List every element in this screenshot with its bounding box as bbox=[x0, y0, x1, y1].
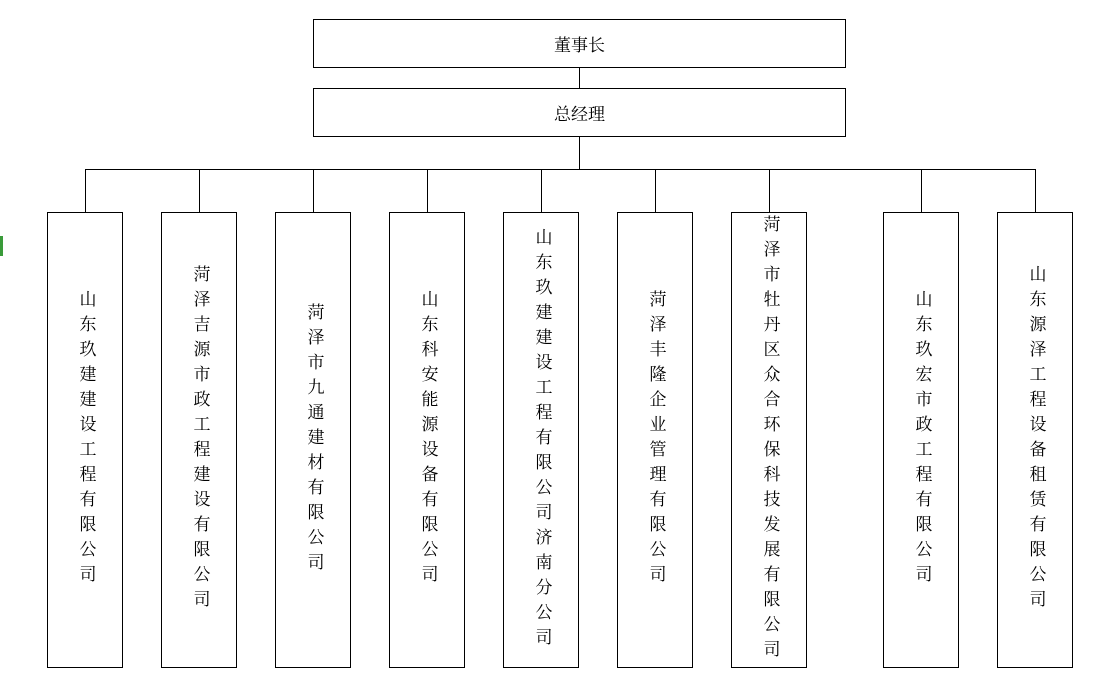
chairman-box bbox=[313, 19, 846, 68]
horizontal-bus-line bbox=[85, 169, 1036, 170]
subsidiary-box bbox=[883, 212, 959, 668]
subsidiary-label: 山东玖建建设工程有限公司 bbox=[75, 290, 96, 590]
subsidiary-connector bbox=[655, 169, 656, 212]
subsidiary-label: 山东玖宏市政工程有限公司 bbox=[911, 290, 932, 590]
general-manager-box bbox=[313, 88, 846, 137]
subsidiary-label: 菏泽市牡丹区众合环保科技发展有限公司 bbox=[759, 215, 780, 665]
connector-chairman-gm bbox=[579, 68, 580, 88]
subsidiary-connector bbox=[541, 169, 542, 212]
subsidiary-connector bbox=[313, 169, 314, 212]
connector-gm-bus bbox=[579, 137, 580, 170]
subsidiary-connector bbox=[769, 169, 770, 212]
subsidiary-box bbox=[731, 212, 807, 668]
subsidiary-label: 山东科安能源设备有限公司 bbox=[417, 290, 438, 590]
subsidiary-box bbox=[275, 212, 351, 668]
left-edge-marker bbox=[0, 236, 3, 256]
subsidiary-connector bbox=[921, 169, 922, 212]
subsidiary-box bbox=[161, 212, 237, 668]
subsidiary-connector bbox=[427, 169, 428, 212]
general-manager-label: 总经理 bbox=[554, 105, 605, 125]
subsidiary-box bbox=[503, 212, 579, 668]
subsidiary-label: 山东源泽工程设备租赁有限公司 bbox=[1025, 265, 1046, 615]
subsidiary-connector bbox=[85, 169, 86, 212]
subsidiary-box bbox=[47, 212, 123, 668]
subsidiary-label: 菏泽丰隆企业管理有限公司 bbox=[645, 290, 666, 590]
subsidiary-box bbox=[997, 212, 1073, 668]
subsidiary-connector bbox=[199, 169, 200, 212]
subsidiary-label: 菏泽吉源市政工程建设有限公司 bbox=[189, 265, 210, 615]
subsidiary-box bbox=[389, 212, 465, 668]
chairman-label: 董事长 bbox=[554, 36, 605, 56]
subsidiary-label: 菏泽市九通建材有限公司 bbox=[303, 302, 324, 578]
subsidiary-connector bbox=[1035, 169, 1036, 212]
subsidiary-box bbox=[617, 212, 693, 668]
subsidiary-label: 山东玖建建设工程有限公司济南分公司 bbox=[531, 227, 552, 653]
